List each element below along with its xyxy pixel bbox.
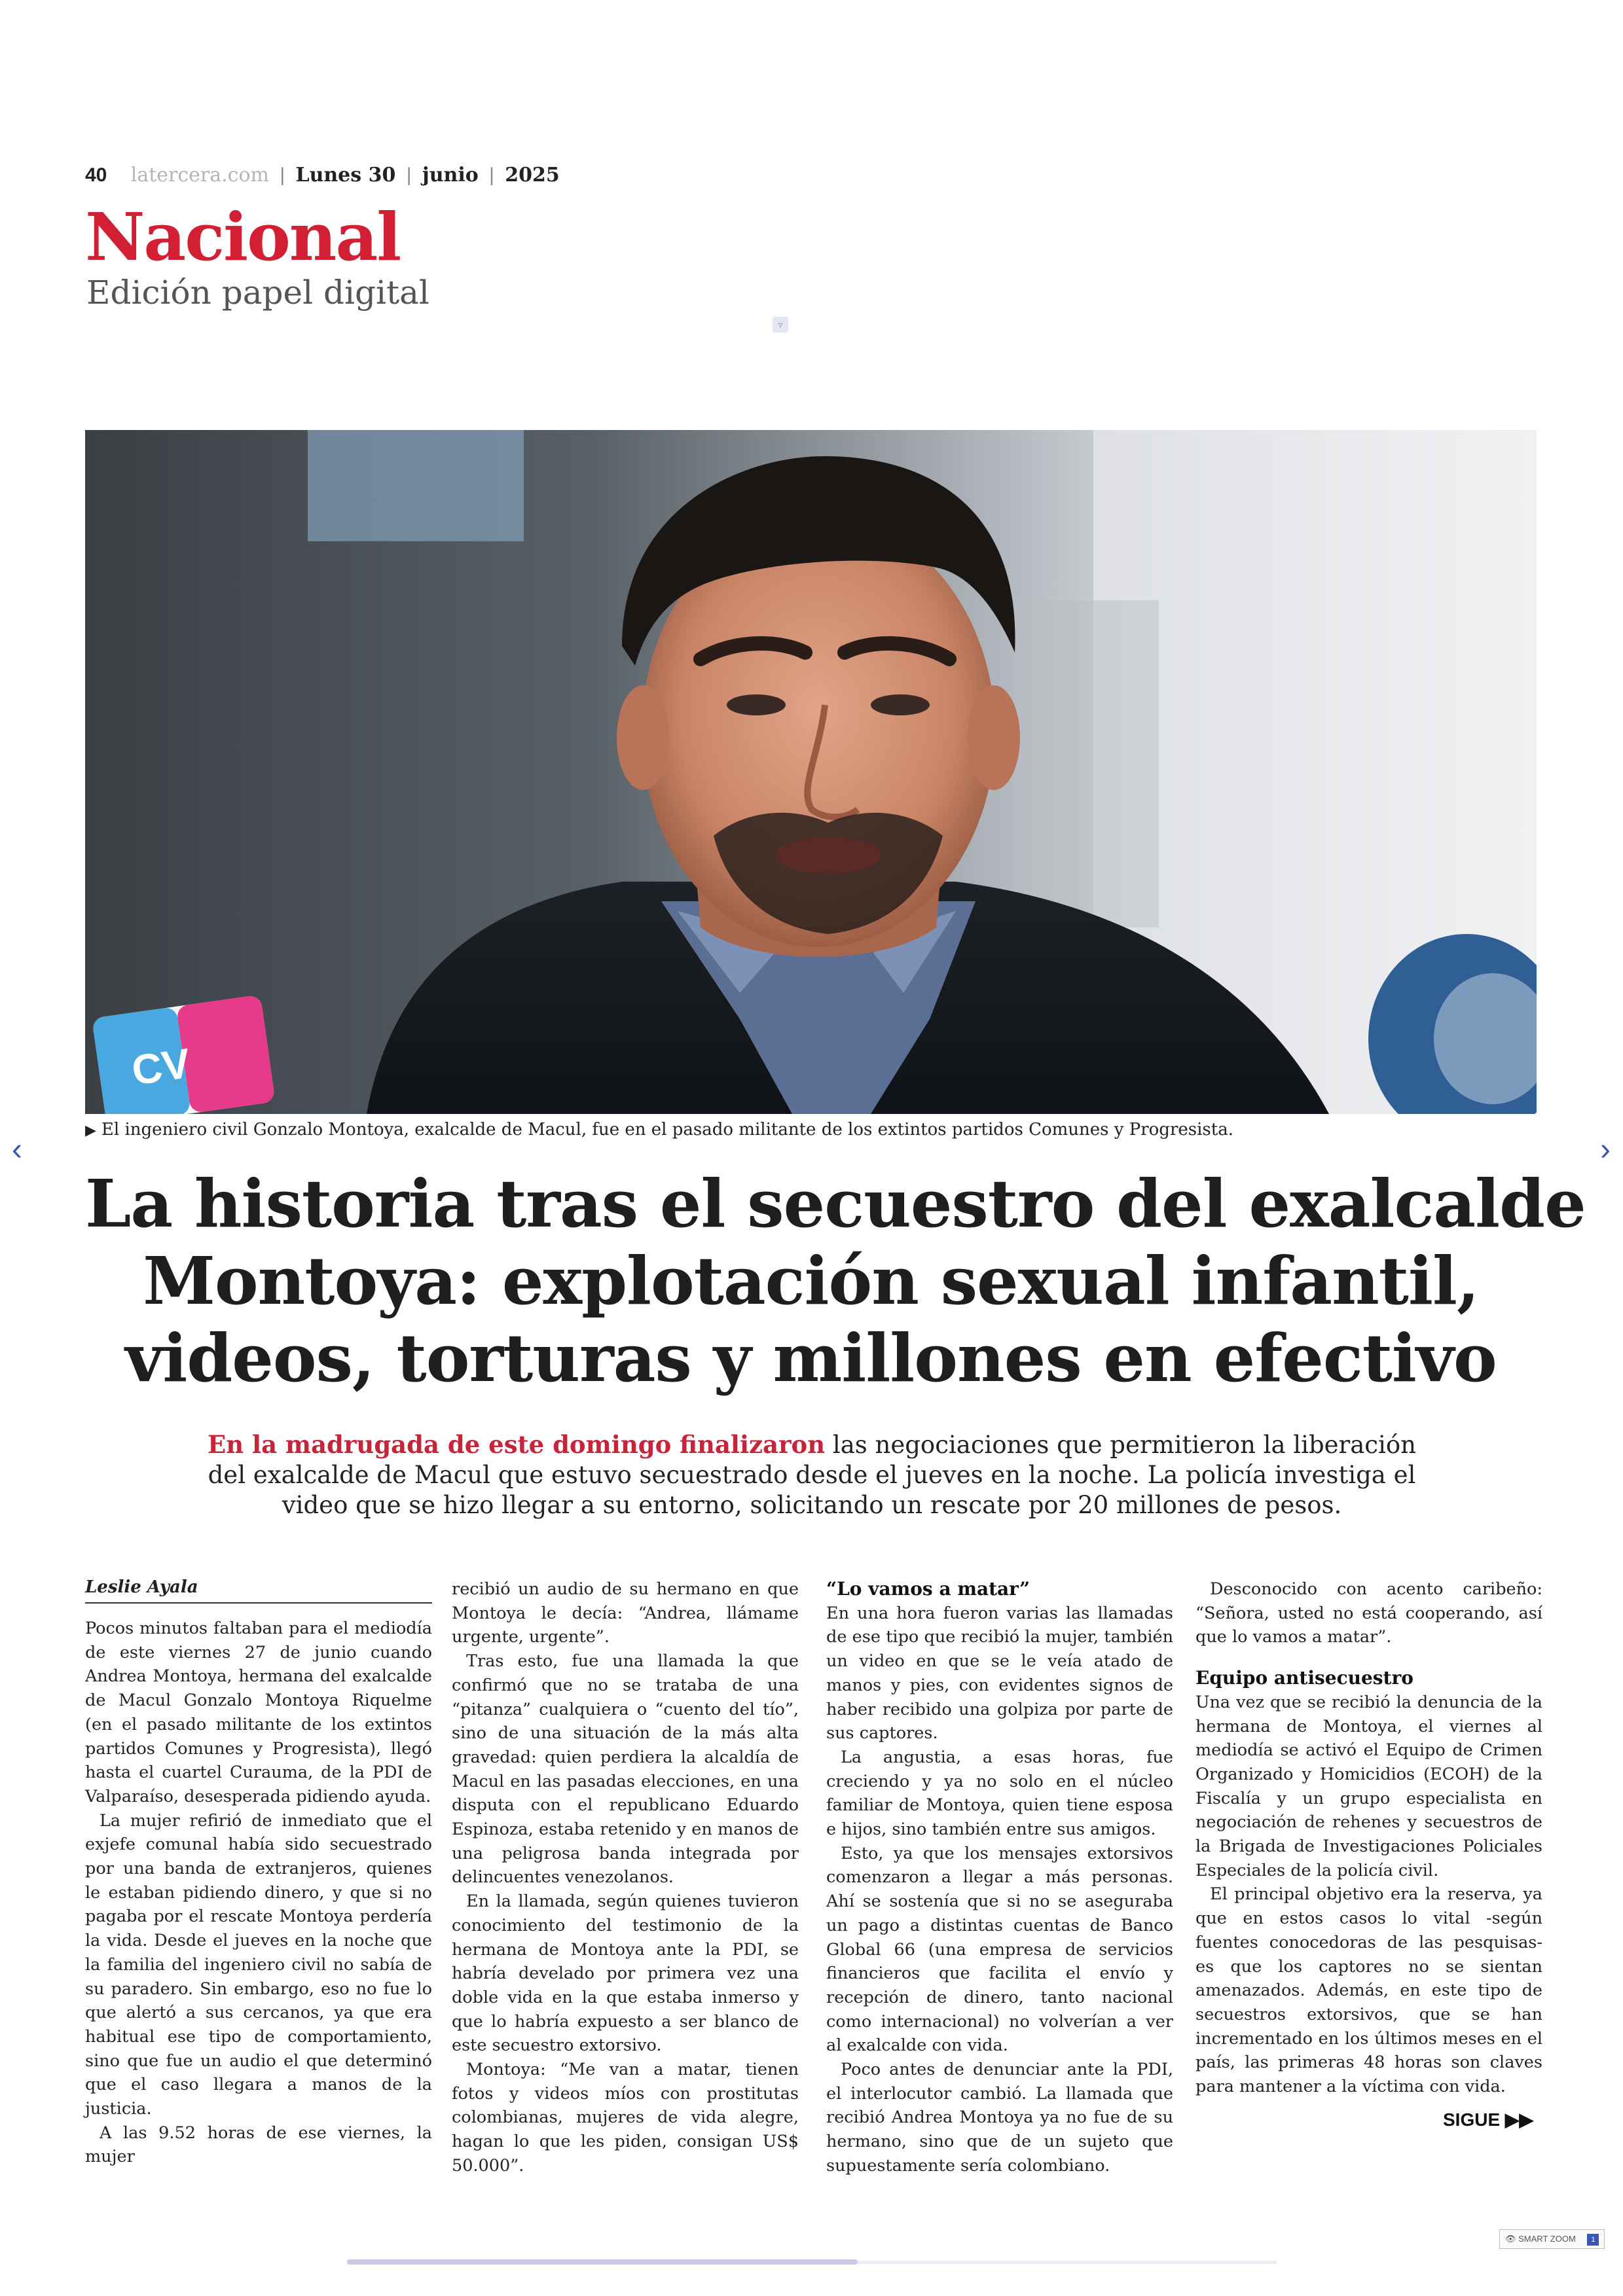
paragraph: Esto, ya que los mensajes extorsivos comenzaron a llegar a más personas. Ahí se sostenía que si no se aseguraba un pago a distintas cuentas de Banco Global 66 (una empresa de servicios financieros que facilita el envío y recepción de dinero, tanto nacional como internacional) no volverían a ver al exalcalde con vida. bbox=[826, 1843, 1173, 2056]
dek-lead: En la madrugada de este domingo finalizaron bbox=[208, 1430, 826, 1459]
next-page-arrow-icon[interactable]: › bbox=[1600, 1132, 1611, 1167]
paragraph: Montoya: “Me van a matar, tienen fotos y videos míos con prostitutas colombianas, mujeres de vida alegre, hagan lo que les piden, consigan US$ 50.000”. bbox=[452, 2060, 799, 2176]
mic-logo-text: CV bbox=[128, 1039, 193, 1094]
edition-label: Edición papel digital bbox=[86, 274, 429, 312]
headline-line: Montoya: explotación sexual infantil, bbox=[143, 1242, 1479, 1319]
paragraph: La angustia, a esas horas, fue creciendo y ya no solo en el núcleo familiar de Montoya, quien tiene esposa e hijos, sino también entre sus amigos. bbox=[826, 1747, 1173, 1840]
paragraph: Tras esto, fue una llamada la que confirmó que no se trataba de una “pitanza” cualquiera o “cuento del tío”, sino de una situación de la más alta gravedad: quien perdiera la alcaldía de Macul en las pasadas elecciones, en una disputa con el republicano Eduardo Espinoza, estaba retenido y en manos de una peligrosa banda integrada por delincuentes venezolanos. bbox=[452, 1651, 799, 1888]
subheading: “Lo vamos a matar” bbox=[826, 1578, 1030, 1600]
dek-text: las negociaciones que permitieron la liberación del exalcalde de Macul que estuvo secuestrado desde el jueves en la noche. La policía investiga el video que se hizo llegar a su entorno, solicitando un rescate por 20 millones de pesos. bbox=[208, 1431, 1416, 1519]
date-month: junio bbox=[422, 164, 479, 187]
lead-photo bbox=[85, 430, 1537, 1114]
smart-zoom-label: SMART ZOOM bbox=[1518, 2234, 1576, 2244]
prev-page-arrow-icon[interactable]: ‹ bbox=[12, 1132, 22, 1167]
page-folio: 40 latercera.com | Lunes 30 | junio | 2025 bbox=[85, 164, 560, 187]
paragraph: Poco antes de denunciar ante la PDI, el interlocutor cambió. La llamada que recibió Andrea Montoya ya no fue de su hermano, sino que de un sujeto que supuestamente sería colombiano. bbox=[826, 2060, 1173, 2176]
smart-zoom-button[interactable] bbox=[1499, 2229, 1605, 2249]
caption-triangle-icon: ▶ bbox=[85, 1122, 96, 1139]
headline-line: videos, torturas y millones en efectivo bbox=[125, 1319, 1497, 1397]
paragraph: recibió un audio de su hermano en que Montoya le decía: “Andrea, llámame urgente, urgente”. bbox=[452, 1579, 799, 1647]
paragraph: Una vez que se recibió la denuncia de la hermana de Montoya, el viernes al mediodía se activó el Equipo de Crimen Organizado y Homicidios (ECOH) de la Fiscalía y un grupo especialista en negociación de rehenes y secuestros de la Brigada de Investigaciones Policiales Especiales de la policía civil. bbox=[1195, 1692, 1542, 1880]
section-title: Nacional bbox=[85, 198, 401, 276]
page-scrollbar-thumb[interactable] bbox=[347, 2259, 858, 2265]
article-column-3 bbox=[826, 1577, 1173, 2178]
continue-label[interactable]: SIGUE ▶▶ bbox=[1443, 2109, 1533, 2130]
paragraph: El principal objetivo era la reserva, ya que en estos casos lo vital -según fuentes conocedoras de las pesquisas- es que los captores no se sientan amenazados. Además, en este tipo de secuestros extorsivos, que se han incrementado en los últimos meses en el país, las primeras 48 horas son claves para mantener a la víctima con vida. bbox=[1195, 1884, 1542, 2097]
page-number: 40 bbox=[85, 164, 107, 186]
date-day: Lunes 30 bbox=[295, 164, 396, 187]
paragraph: A las 9.52 horas de ese viernes, la mujer bbox=[85, 2123, 432, 2167]
article-column-2 bbox=[452, 1577, 799, 2178]
article-column-4 bbox=[1195, 1577, 1542, 2099]
site-name: latercera.com bbox=[130, 164, 269, 187]
dek bbox=[196, 1429, 1427, 1520]
paragraph: En una hora fueron varias las llamadas de ese tipo que recibió la mujer, también un video en que se le veía atado de manos y pies, con evidentes signos de haber recibido una golpiza por parte de sus captores. bbox=[826, 1603, 1173, 1744]
anchor-marker-icon[interactable]: ▿ bbox=[773, 317, 788, 332]
headline-line: La historia tras el secuestro del exalcalde bbox=[85, 1165, 1586, 1242]
subheading: Equipo antisecuestro bbox=[1195, 1667, 1413, 1689]
paragraph: En la llamada, según quienes tuvieron conocimiento del testimonio de la hermana de Montoya ante la PDI, se habría develado por primera vez una doble vida en la que estaba inmerso y que lo habría expuesto a ser blanco de este secuestro extorsivo. bbox=[452, 1892, 799, 2056]
zoom-badge: 1 bbox=[1587, 2234, 1599, 2246]
byline: Leslie Ayala bbox=[85, 1577, 432, 1604]
paragraph: La mujer refirió de inmediato que el exjefe comunal había sido secuestrado por una banda de extranjeros, quienes le estaban pidiendo dinero, y que si no pagaba por el rescate Montoya perdería la vida. Desde el jueves en la noche que la familia del ingeniero civil no sabía de su paradero. Sin embargo, eso no fue lo que alertó a sus cercanos, ya que era habitual ese tipo de comportamiento, sino que fue un audio el que determinó que el caso llegara a manos de la justicia. bbox=[85, 1810, 432, 2119]
photo-caption: ▶ El ingeniero civil Gonzalo Montoya, exalcalde de Macul, fue en el pasado militante de los extintos partidos Comunes y Progresista. bbox=[85, 1120, 1233, 1139]
headline bbox=[85, 1165, 1586, 1397]
paragraph: Pocos minutos faltaban para el mediodía de este viernes 27 de junio cuando Andrea Montoya, hermana del exalcalde de Macul Gonzalo Montoya Riquelme (en el pasado militante de los extintos partidos Comunes y Progresista), llegó hasta el cuartel Curauma, de la PDI de Valparaíso, desesperada pidiendo ayuda. bbox=[85, 1619, 432, 1806]
article-column-1 bbox=[85, 1577, 432, 2169]
paragraph: Desconocido con acento caribeño: “Señora, usted no está cooperando, así que lo vamos a matar”. bbox=[1195, 1579, 1542, 1647]
date-year: 2025 bbox=[505, 164, 560, 187]
eye-icon: 👁 bbox=[1505, 2234, 1516, 2244]
